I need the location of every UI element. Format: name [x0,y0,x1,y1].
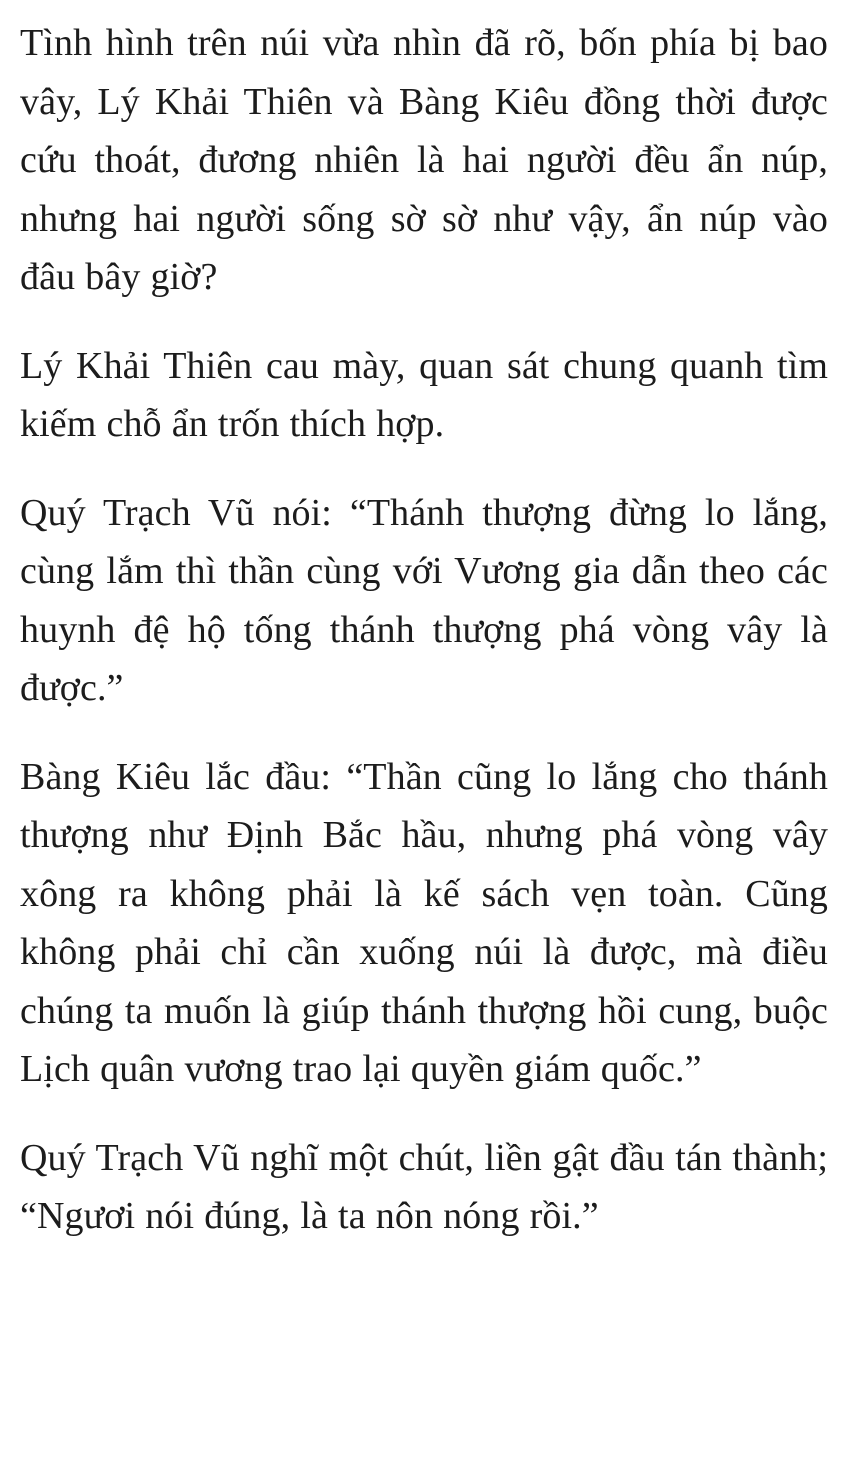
story-paragraph: Bàng Kiêu lắc đầu: “Thần cũng lo lắng cho thánh thượng như Định Bắc hầu, nhưng phá vòng vây xông ra không phải là kế sách vẹn toàn. Cũng không phải chỉ cần xuống núi là được, mà điều chúng ta muốn là giúp thánh thượng hồi cung, buộc Lịch quân vương trao lại quyền giám quốc.” [20,755,828,1091]
story-paragraph: Quý Trạch Vũ nói: “Thánh thượng đừng lo lắng, cùng lắm thì thần cùng với Vương gia dẫn theo các huynh đệ hộ tống thánh thượng phá vòng vây là được.” [20,491,828,710]
story-paragraph: Tình hình trên núi vừa nhìn đã rõ, bốn phía bị bao vây, Lý Khải Thiên và Bàng Kiêu đồng thời được cứu thoát, đương nhiên là hai người đều ẩn núp, nhưng hai người sống sờ sờ như vậy, ẩn núp vào đâu bây giờ? [20,22,828,299]
story-paragraph: Quý Trạch Vũ nghĩ một chút, liền gật đầu tán thành; “Ngươi nói đúng, là ta nôn nóng rồi.” [20,1136,828,1238]
story-paragraph: Lý Khải Thiên cau mày, quan sát chung quanh tìm kiếm chỗ ẩn trốn thích hợp. [20,344,828,446]
